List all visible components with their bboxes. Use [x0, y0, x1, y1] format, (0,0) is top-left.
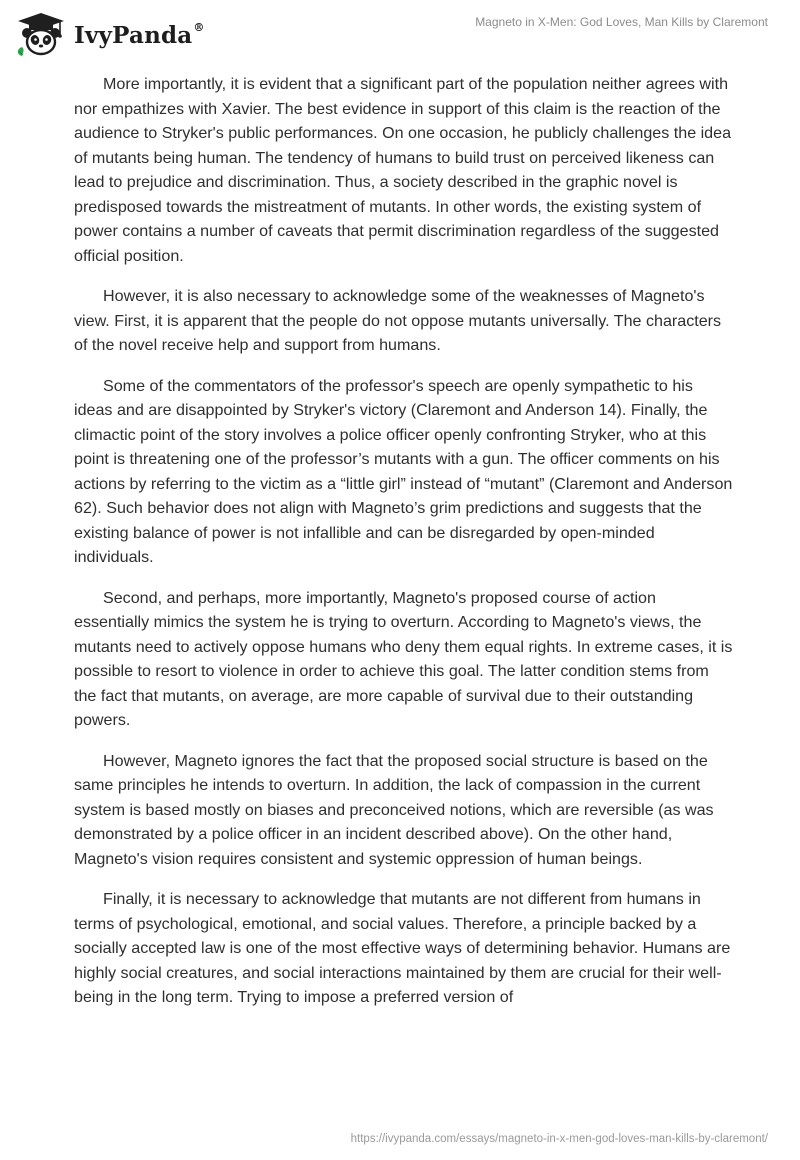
ivypanda-logo[interactable]	[14, 9, 205, 59]
logo-wordmark: IvyPanda®	[74, 20, 205, 49]
paragraph: More importantly, it is evident that a significant part of the population neither agrees with nor empathizes with Xavier. The best evidence in support of this claim is the reaction of the audience to Stryker's public performances. On one occasion, he publicly challenges the idea of mutants being human. The tendency of humans to build trust on perceived likeness can lead to prejudice and discrimination. Thus, a society described in the graphic novel is predisposed towards the mistreatment of mutants. In other words, the existing system of power contains a number of caveats that permit discrimination regardless of the suggested official position.	[74, 75, 732, 265]
paragraph: Some of the commentators of the professor's speech are openly sympathetic to his ideas and are disappointed by Stryker's victory (Claremont and Anderson 14). Finally, the climactic point of the story involves a police officer openly confronting Stryker, who at this point is threatening one of the professor’s mutants with a gun. The officer comments on his actions by referring to the victim as a “little girl” instead of “mutant” (Claremont and Anderson 62). Such behavior does not align with Magneto’s grim predictions and suggests that the existing balance of power is not infallible and can be disregarded by open-minded individuals.	[74, 376, 733, 566]
document-title: Magneto in X-Men: God Loves, Man Kills by Claremont	[475, 15, 768, 29]
page-header	[0, 0, 800, 60]
paragraph: Finally, it is necessary to acknowledge that mutants are not different from humans in terms of psychological, emotional, and social values. Therefore, a principle backed by a socially accepted law is one of the most effective ways of determining behavior. Humans are highly social creatures, and social interactions maintained by them are crucial for their well-being in the long term. Trying to impose a preferred version of	[74, 890, 731, 1006]
paragraph: However, it is also necessary to acknowledge some of the weaknesses of Magneto's view. First, it is apparent that the people do not oppose mutants universally. The characters of the novel receive help and support from humans.	[74, 287, 722, 354]
registered-mark: ®	[193, 20, 205, 34]
source-url-link[interactable]: https://ivypanda.com/essays/magneto-in-x-men-god-loves-man-kills-by-claremont/	[350, 1133, 768, 1145]
paragraph: Second, and perhaps, more importantly, Magneto's proposed course of action essentially mimics the system he is trying to overturn. According to Magneto's views, the mutants need to actively oppose humans who deny them equal rights. In extreme cases, it is possible to resort to violence in order to achieve this goal. The latter condition stems from the fact that mutants, on average, are more capable of survival due to their outstanding powers.	[74, 588, 733, 729]
panda-graduate-icon	[14, 11, 68, 57]
paragraph: However, Magneto ignores the fact that the proposed social structure is based on the same principles he intends to overturn. In addition, the lack of compassion in the current system is based mostly on biases and preconceived notions, which are reversible (as was demonstrated by a police officer in an incident described above). On the other hand, Magneto's vision requires consistent and systemic oppression of human beings.	[74, 751, 714, 868]
essay-body	[74, 72, 734, 1026]
